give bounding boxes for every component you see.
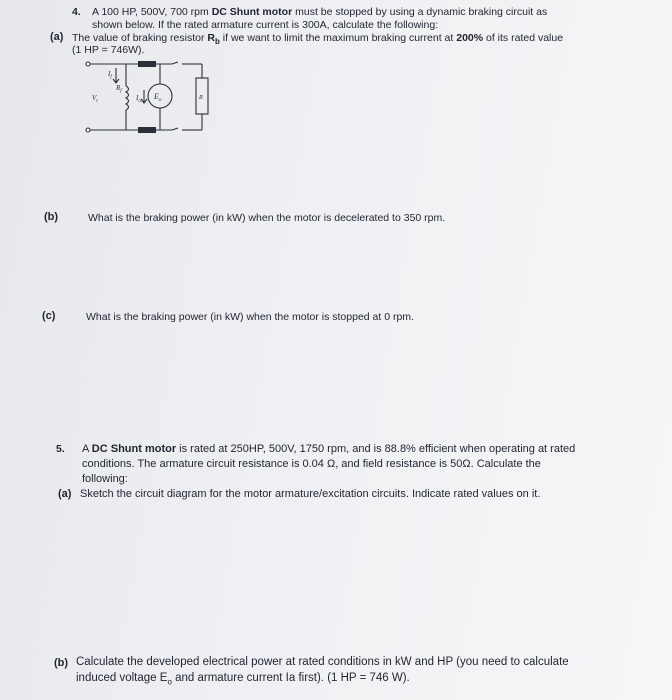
label-eo: $E_o$ [154, 92, 162, 103]
q5-number: 5. [56, 443, 65, 455]
dynamic-braking-circuit-diagram [82, 56, 222, 138]
q4a-text [72, 31, 563, 49]
circuit-wires [86, 62, 208, 132]
q5-line1-bold: DC Shunt motor [91, 443, 177, 455]
q5a-text: Sketch the circuit diagram for the motor armature/excitation circuits. Indicate rated values on it. [80, 488, 541, 500]
q4b-text: What is the braking power (in kW) when the motor is decelerated to 350 rpm. [88, 212, 446, 224]
q5-line2: conditions. The armature circuit resistance is 0.04 Ω, and field resistance is 50Ω. Calculate the [82, 458, 541, 470]
q4c-text: What is the braking power (in kW) when the motor is stopped at 0 rpm. [86, 311, 414, 323]
q4a-text-1: The value of braking resistor [72, 32, 208, 44]
q4-line1-text: A 100 HP, 500V, 700 rpm [92, 6, 212, 18]
q5b-label: (b) [54, 657, 69, 669]
q5b-line2-a: induced voltage E [76, 672, 168, 684]
label-r: R [199, 95, 203, 101]
q4a-pct: 200% [456, 32, 484, 44]
q5-line1-a: A [82, 443, 92, 455]
q5b-text: Calculate the developed electrical power at rated conditions in kW and HP (you need to calculate [76, 656, 569, 668]
label-vt: $V_t$ [92, 94, 98, 104]
q4a-text-3: of its rated value [483, 32, 564, 44]
label-if: $I_f$ [108, 70, 112, 80]
q4-line1-end: must be stopped by using a dynamic braking circuit as [292, 6, 548, 18]
contactor-bottom [138, 127, 156, 133]
q5-line1-b: is rated at 250HP, 500V, 1750 rpm, and is 88.8% efficient when operating at rated [176, 443, 576, 455]
q4-line1 [92, 5, 547, 19]
q4c-label: (c) [42, 310, 56, 322]
contactor-top [138, 61, 156, 67]
q4b-label: (b) [44, 211, 59, 223]
q5-line1 [82, 442, 575, 456]
label-rf: $R_f$ [116, 84, 122, 94]
q4-line2: shown below. If the rated armature current is 300A, calculate the following: [92, 19, 439, 31]
q4a-rb: R [207, 32, 215, 44]
q5-line3: following: [82, 473, 128, 485]
q4a-text-2: if we want to limit the maximum braking current at [219, 32, 457, 44]
q4a-label: (a) [50, 31, 64, 43]
q5a-label: (a) [58, 488, 72, 500]
q4-number: 4. [72, 6, 81, 18]
label-ia: $I_a$ [136, 94, 141, 104]
q5b-line2-b: and armature current Ia first). (1 HP = 746 W). [171, 672, 410, 684]
q4-line1-bold: DC Shunt motor [211, 6, 293, 18]
q5b-line2 [76, 671, 410, 689]
q4a-rb-sub: b [215, 37, 220, 47]
q4a-line2: (1 HP = 746W). [72, 44, 145, 56]
q5b-line2-sub: o [167, 677, 172, 687]
